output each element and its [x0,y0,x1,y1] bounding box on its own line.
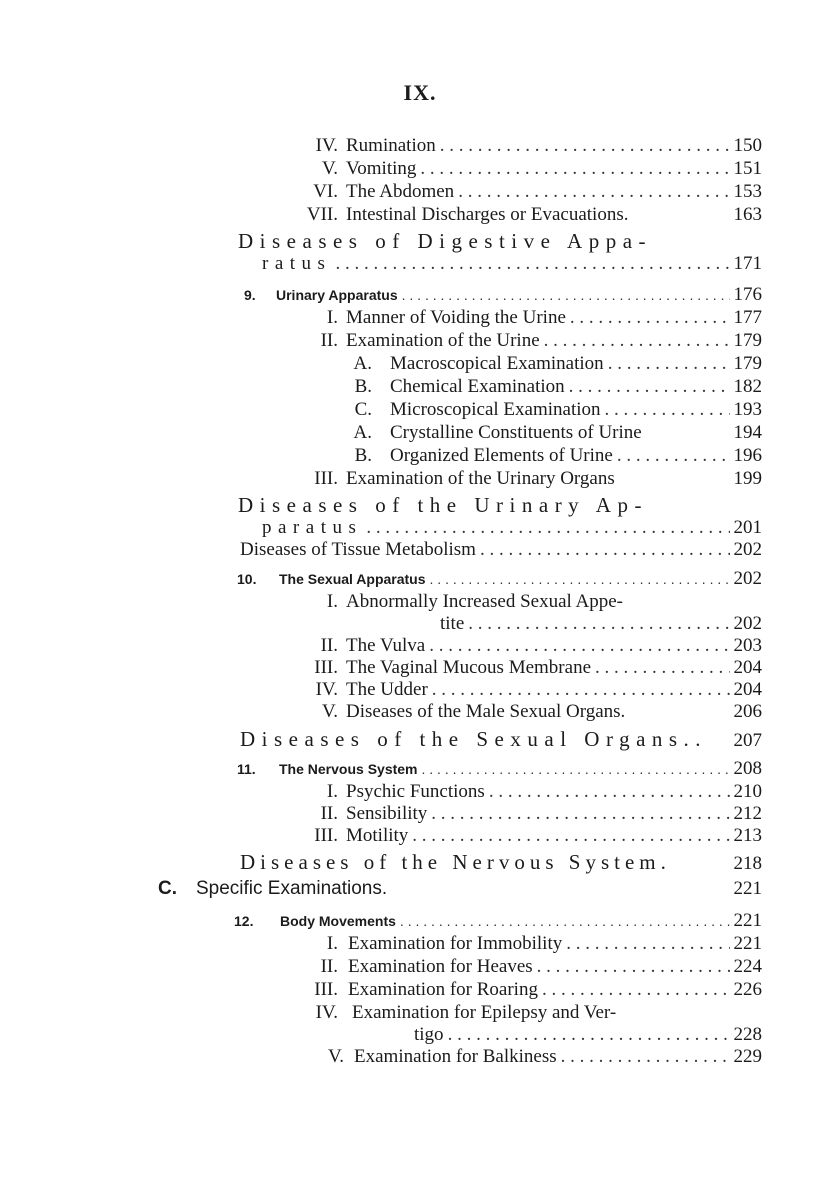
entry-page: 176 [733,284,762,305]
entry-title: Intestinal Discharges or Evacuations. [346,204,629,225]
entry-page: 228 [733,1024,762,1045]
entry-page: 221 [733,910,762,931]
entry-number: VI. [313,181,338,202]
entry-title: Diseases of the Male Sexual Organs. [346,701,626,722]
dot-leader [569,375,730,399]
entry-page: 203 [733,635,762,656]
entry-title-continued: tite [440,613,465,634]
dot-leader [366,516,729,540]
toc-entry [270,467,762,491]
entry-page: 213 [733,825,762,846]
entry-title: Macroscopical Examination [390,353,604,374]
entry-number: VII. [306,204,338,225]
entry-number: A. [353,353,372,374]
entry-title: Examination for Heaves [348,956,533,977]
dot-leader [432,678,730,702]
entry-title: Diseases of Digestive Appa- [238,229,653,253]
toc-section [234,909,762,933]
toc-entry [270,352,762,376]
entry-page: 182 [733,376,762,397]
entry-title: Examination of the Urine [346,330,540,351]
section-number: 12. [234,913,254,929]
section-title: The Nervous System [279,761,418,777]
entry-number: V. [321,701,338,722]
entry-page: 201 [733,517,762,538]
toc-section [244,283,762,307]
entry-number: IV. [315,135,338,156]
entry-page: 226 [733,979,762,1000]
toc-entry-line1 [270,1001,762,1025]
entry-page: 208 [733,758,762,779]
entry-page: 177 [733,307,762,328]
entry-page: 196 [733,445,762,466]
entry-number: II. [320,803,338,824]
toc-entry [270,955,762,979]
dot-leader [561,1045,730,1069]
entry-page: 179 [733,353,762,374]
entry-number: I. [326,781,338,802]
dot-leader [617,444,730,468]
toc-entry [270,306,762,330]
toc-entry [270,978,762,1002]
entry-page: 207 [733,730,762,751]
dot-leader [402,283,730,307]
entry-number: C. [354,399,372,420]
entry-title-continued: ratus [262,253,332,274]
dot-leader [537,955,730,979]
toc-entry [240,727,762,753]
toc-entry [240,538,762,562]
toc-entry [270,375,762,399]
dot-leader [429,634,729,658]
entry-title: Diseases of the Sexual Organs.. [240,727,708,751]
entry-number: II. [320,635,338,656]
dot-leader [489,780,730,804]
section-title: Urinary Apparatus [276,287,398,303]
toc-entry [270,678,762,702]
dot-leader [570,306,730,330]
page-number: IX. [403,80,437,105]
major-section-title: Specific Examinations. [196,878,388,899]
toc-entry [270,656,762,680]
entry-page: 151 [733,158,762,179]
dot-leader [440,134,730,158]
entry-number: II. [320,956,338,977]
toc-entry [270,634,762,658]
dot-leader [544,329,730,353]
entry-number: III. [314,979,338,1000]
section-number: 9. [244,287,256,303]
entry-title: Diseases of the Urinary Ap- [238,493,648,517]
entry-title: Organized Elements of Urine [390,445,613,466]
section-title: The Sexual Apparatus [279,571,426,587]
toc-entry [270,932,762,956]
toc-entry [270,157,762,181]
entry-title: Examination for Roaring [348,979,538,1000]
dot-leader [608,352,730,376]
entry-title: The Vulva [346,635,426,656]
entry-page: 150 [733,135,762,156]
toc-section [237,567,762,591]
toc-entry-line1 [238,229,762,253]
entry-page: 171 [733,253,762,274]
entry-number: IV. [315,679,338,700]
entry-title: Rumination [346,135,436,156]
entry-title: Vomiting [346,158,417,179]
dot-leader [412,824,729,848]
entry-number: I. [326,591,338,612]
toc-entry [414,1023,762,1047]
dot-leader [400,909,730,933]
section-number: 11. [237,761,256,777]
entry-number: III. [314,468,338,489]
entry-title-continued: paratus [262,517,363,538]
toc-entry [262,252,762,276]
dot-leader [422,757,730,781]
entry-page: 193 [733,399,762,420]
entry-title: Diseases of Tissue Metabolism [240,539,476,560]
entry-page: 221 [733,933,762,954]
section-title: Body Movements [280,913,396,929]
toc-entry [270,134,762,158]
dot-leader [431,802,729,826]
entry-title: Examination for Balkiness [354,1046,557,1067]
entry-title-continued: tigo [414,1024,444,1045]
entry-page: 229 [733,1046,762,1067]
toc-entry [270,180,762,204]
entry-number: II. [320,330,338,351]
entry-page: 204 [733,679,762,700]
toc-entry [270,700,762,724]
entry-title: The Vaginal Mucous Membrane [346,657,592,678]
toc-entry [270,1045,762,1069]
entry-number: V. [327,1046,344,1067]
dot-leader [430,567,730,591]
toc-entry [270,824,762,848]
toc-entry [270,780,762,804]
toc-major-section [158,877,762,901]
entry-title: Diseases of the Nervous System. [240,850,671,874]
entry-number: III. [314,657,338,678]
entry-page: 199 [733,468,762,489]
entry-title: Manner of Voiding the Urine [346,307,566,328]
entry-page: 202 [733,568,762,589]
entry-page: 204 [733,657,762,678]
entry-title: Sensibility [346,803,428,824]
entry-page: 218 [733,853,762,874]
dot-leader [468,612,729,636]
entry-title: Motility [346,825,409,846]
entry-number: I. [326,933,338,954]
entry-number: IV. [315,1002,338,1023]
toc-entry-line1 [270,590,762,614]
entry-title: The Udder [346,679,428,700]
entry-page: 221 [733,878,762,899]
toc-entry [270,802,762,826]
entry-page: 212 [733,803,762,824]
toc-section [237,757,762,781]
toc-entry-line1 [238,493,762,517]
entry-title: Chemical Examination [390,376,565,397]
entry-page: 202 [733,539,762,560]
entry-title: Psychic Functions [346,781,485,802]
dot-leader [480,538,730,562]
entry-number: III. [314,825,338,846]
entry-number: B. [354,376,372,397]
entry-page: 179 [733,330,762,351]
entry-title: Examination of the Urinary Organs [346,468,615,489]
dot-leader [448,1023,730,1047]
dot-leader [566,932,729,956]
entry-page: 163 [733,204,762,225]
major-section-letter: C. [158,878,177,899]
entry-page: 210 [733,781,762,802]
toc-entry [440,612,762,636]
toc-entry [270,329,762,353]
toc-entry [270,421,762,445]
dot-leader [542,978,730,1002]
toc-entry [270,444,762,468]
toc-entry [262,516,762,540]
section-number: 10. [237,571,257,587]
toc-entry [270,398,762,422]
entry-page: 206 [733,701,762,722]
entry-page: 194 [733,422,762,443]
toc-entry [240,850,762,876]
entry-page: 224 [733,956,762,977]
entry-title: Examination for Epilepsy and Ver- [352,1002,617,1023]
entry-page: 153 [733,181,762,202]
entry-number: I. [326,307,338,328]
entry-title: Microscopical Examination [390,399,601,420]
entry-title: Abnormally Increased Sexual Appe- [346,591,623,612]
entry-number: A. [353,422,372,443]
entry-number: B. [354,445,372,466]
dot-leader [605,398,730,422]
dot-leader [458,180,729,204]
entry-title: Crystalline Constituents of Urine [390,422,642,443]
entry-title: The Abdomen [346,181,455,202]
dot-leader [595,656,729,680]
toc-entry [270,203,762,227]
entry-page: 202 [733,613,762,634]
dot-leader [420,157,729,181]
entry-number: V. [321,158,338,179]
dot-leader [335,252,729,276]
entry-title: Examination for Immobility [348,933,563,954]
